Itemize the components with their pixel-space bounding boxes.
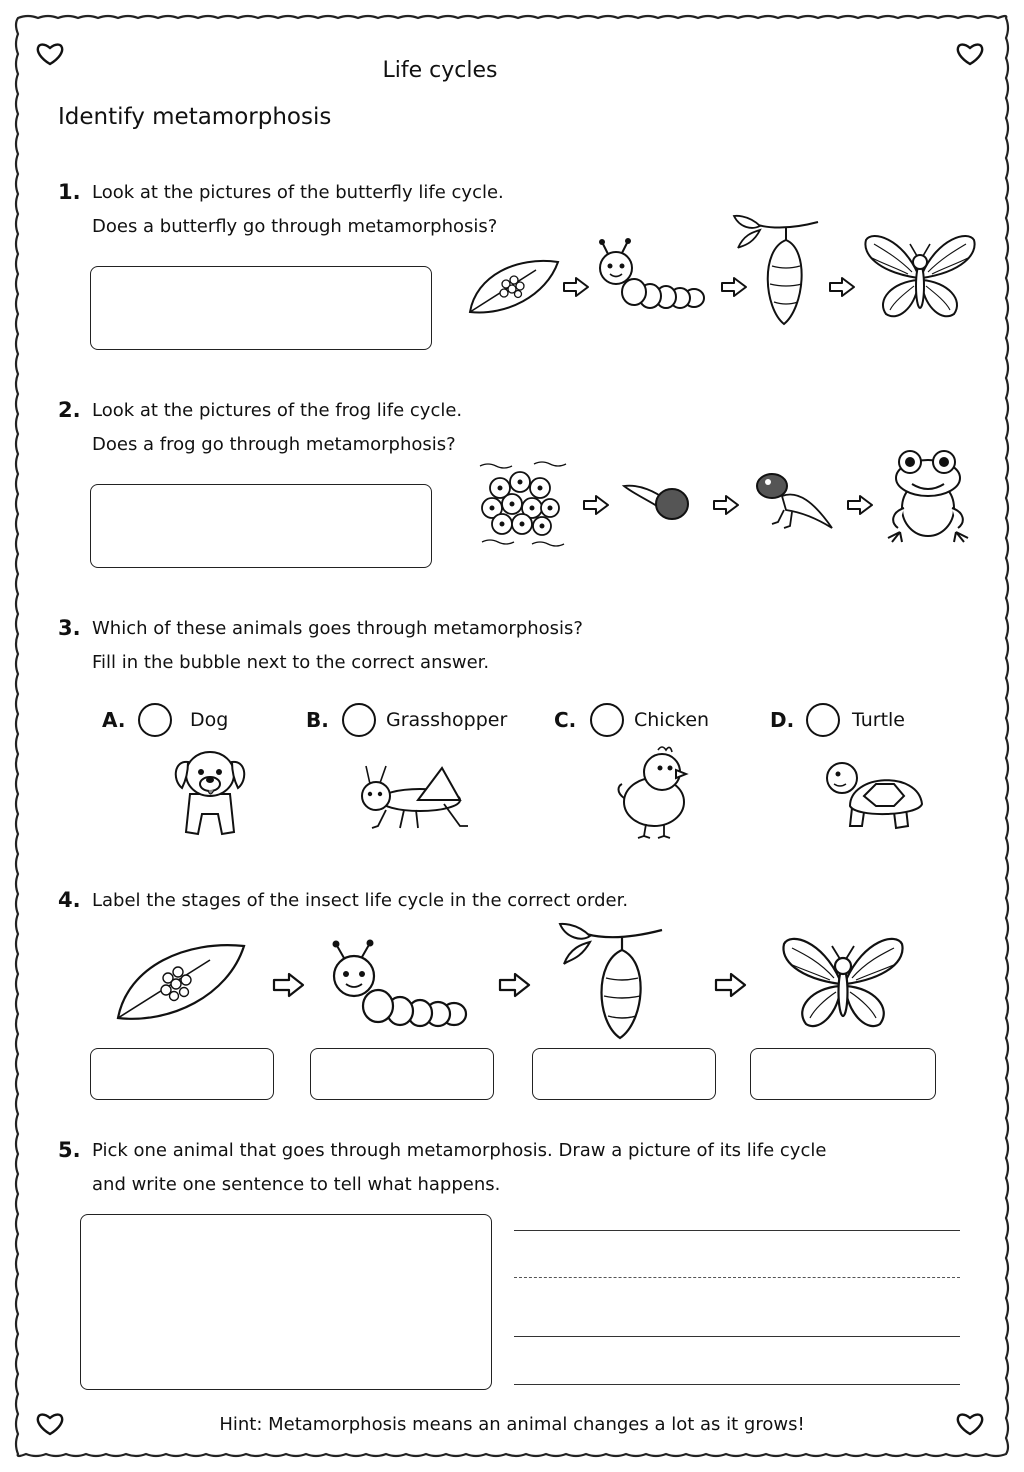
question-2-subtext: Does a frog go through metamorphosis? (92, 434, 456, 455)
writing-line[interactable] (514, 1336, 960, 1337)
frog-icon (882, 448, 974, 544)
question-3-text: Which of these animals goes through metamorphosis? (92, 618, 583, 639)
grasshopper-icon (356, 760, 472, 834)
chrysalis-icon (556, 920, 666, 1042)
caterpillar-icon (594, 238, 710, 314)
label-box-4[interactable] (750, 1048, 936, 1100)
answer-box-2[interactable] (90, 484, 432, 568)
option-a-bubble[interactable] (138, 703, 172, 737)
option-a-letter: A. (102, 708, 126, 732)
question-1-text: Look at the pictures of the butterfly life cycle. (92, 182, 504, 203)
question-3-subtext: Fill in the bubble next to the correct answer. (92, 652, 490, 673)
arrow-icon (498, 972, 532, 998)
question-5-number: 5. (58, 1138, 81, 1162)
question-3-number: 3. (58, 616, 81, 640)
frog-eggs-icon (476, 458, 570, 550)
question-2-number: 2. (58, 398, 81, 422)
answer-box-1[interactable] (90, 266, 432, 350)
question-4-text: Label the stages of the insect life cycle in the correct order. (92, 890, 629, 911)
option-c-label: Chicken (634, 709, 710, 731)
caterpillar-icon (326, 940, 470, 1032)
writing-line[interactable] (514, 1384, 960, 1385)
option-d-label: Turtle (852, 709, 905, 731)
writing-line-dashed[interactable] (514, 1277, 960, 1278)
question-1-subtext: Does a butterfly go through metamorphosis? (92, 216, 498, 237)
question-5-subtext: and write one sentence to tell what happens. (92, 1174, 501, 1195)
question-4-number: 4. (58, 888, 81, 912)
question-1-number: 1. (58, 180, 81, 204)
butterfly-icon (780, 930, 906, 1034)
turtle-icon (822, 754, 930, 834)
arrow-icon (846, 494, 874, 516)
arrow-icon (828, 276, 856, 298)
arrow-icon (714, 972, 748, 998)
option-b-bubble[interactable] (342, 703, 376, 737)
option-b-label: Grasshopper (386, 709, 508, 731)
arrow-icon (562, 276, 590, 298)
label-box-1[interactable] (90, 1048, 274, 1100)
arrow-icon (712, 494, 740, 516)
arrow-icon (272, 972, 306, 998)
question-2-text: Look at the pictures of the frog life cycle. (92, 400, 463, 421)
chrysalis-icon (730, 210, 822, 330)
writing-line[interactable] (514, 1230, 960, 1231)
chicken-icon (614, 742, 694, 842)
option-d-bubble[interactable] (806, 703, 840, 737)
froglet-icon (752, 466, 836, 536)
section-heading: Identify metamorphosis (58, 104, 332, 130)
question-5-text: Pick one animal that goes through metamorphosis. Draw a picture of its life cycle (92, 1140, 827, 1161)
arrow-icon (582, 494, 610, 516)
option-c-letter: C. (554, 708, 577, 732)
page-title: Life cycles (382, 58, 498, 83)
option-c-bubble[interactable] (590, 703, 624, 737)
leaf-with-eggs-icon (466, 256, 562, 316)
option-a-label: Dog (190, 709, 229, 731)
option-d-letter: D. (770, 708, 795, 732)
label-box-2[interactable] (310, 1048, 494, 1100)
option-b-letter: B. (306, 708, 329, 732)
dog-icon (168, 744, 252, 840)
drawing-box[interactable] (80, 1214, 492, 1390)
label-box-3[interactable] (532, 1048, 716, 1100)
leaf-with-eggs-icon (114, 940, 248, 1022)
butterfly-icon (862, 228, 978, 324)
heart-icon (958, 45, 982, 64)
hint-text: Hint: Metamorphosis means an animal changes a lot as it grows! (219, 1414, 805, 1435)
tadpole-icon (620, 478, 692, 526)
